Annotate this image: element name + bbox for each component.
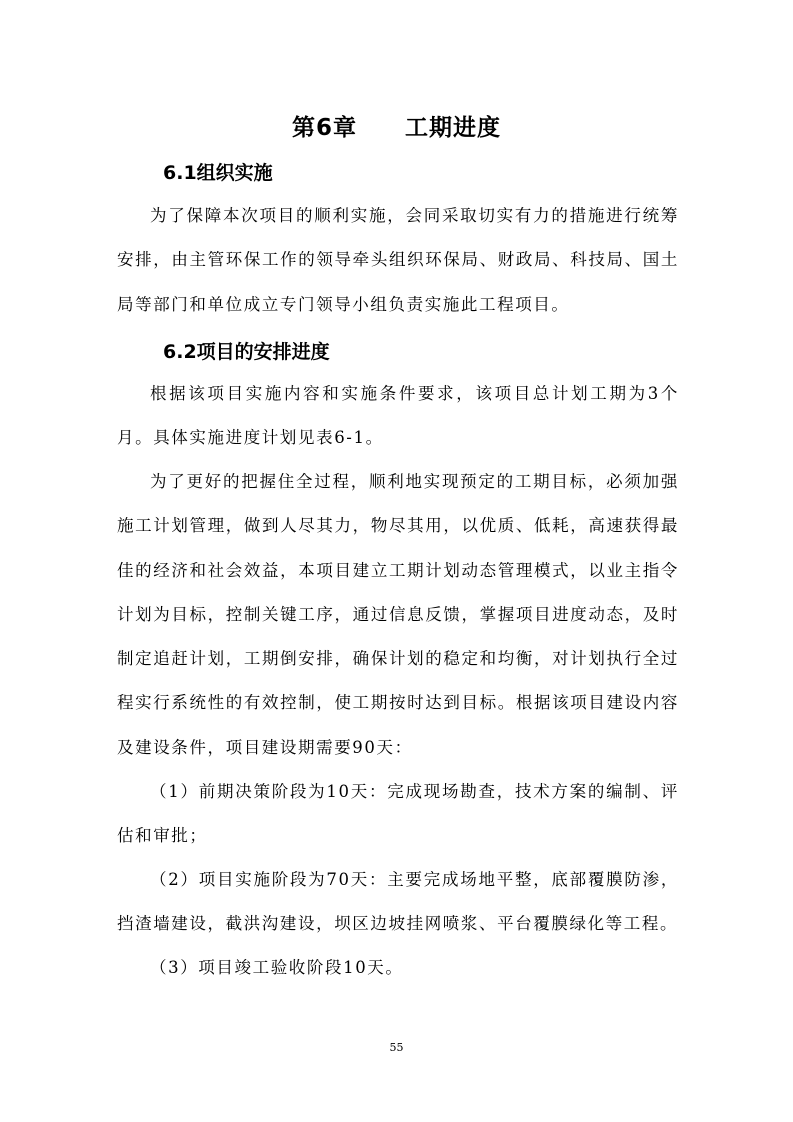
paragraph: （1）前期决策阶段为10天：完成现场勘查，技术方案的编制、评估和审批； <box>117 782 679 846</box>
chapter-name: 工期进度 <box>405 115 501 141</box>
paragraph: 根据该项目实施内容和实施条件要求，该项目总计划工期为3个月。具体实施进度计划见表6-1。 <box>117 384 679 448</box>
section-heading: 6.2项目的安排进度 <box>163 341 330 363</box>
chapter-title <box>0 110 793 146</box>
section-heading: 6.1组织实施 <box>163 162 273 184</box>
paragraph: （3）项目竣工验收阶段10天。 <box>150 958 404 977</box>
chapter-number: 第6章 <box>291 115 357 141</box>
paragraph: 为了更好的把握住全过程，顺利地实现预定的工期目标，必须加强施工计划管理，做到人尽其力，物尽其用，以优质、低耗，高速获得最佳的经济和社会效益，本项目建立工期计划动态管理模式，以业主指令计划为目标，控制关键工序，通过信息反馈，掌握项目进度动态，及时制定追赶计划，工期倒安排，确保计划的稳定和均衡，对计划执行全过程实行系统性的有效控制，使工期按时达到目标。根据该项目建设内容及建设条件，项目建设期需要90天： <box>117 472 679 757</box>
paragraph: （2）项目实施阶段为70天：主要完成场地平整，底部覆膜防渗，挡渣墙建设，截洪沟建设，坝区边坡挂网喷浆、平台覆膜绿化等工程。 <box>117 870 679 934</box>
paragraph: 为了保障本次项目的顺利实施，会同采取切实有力的措施进行统筹安排，由主管环保工作的领导牵头组织环保局、财政局、科技局、国土局等部门和单位成立专门领导小组负责实施此工程项目。 <box>117 206 679 314</box>
page-number: 55 <box>389 1041 404 1054</box>
